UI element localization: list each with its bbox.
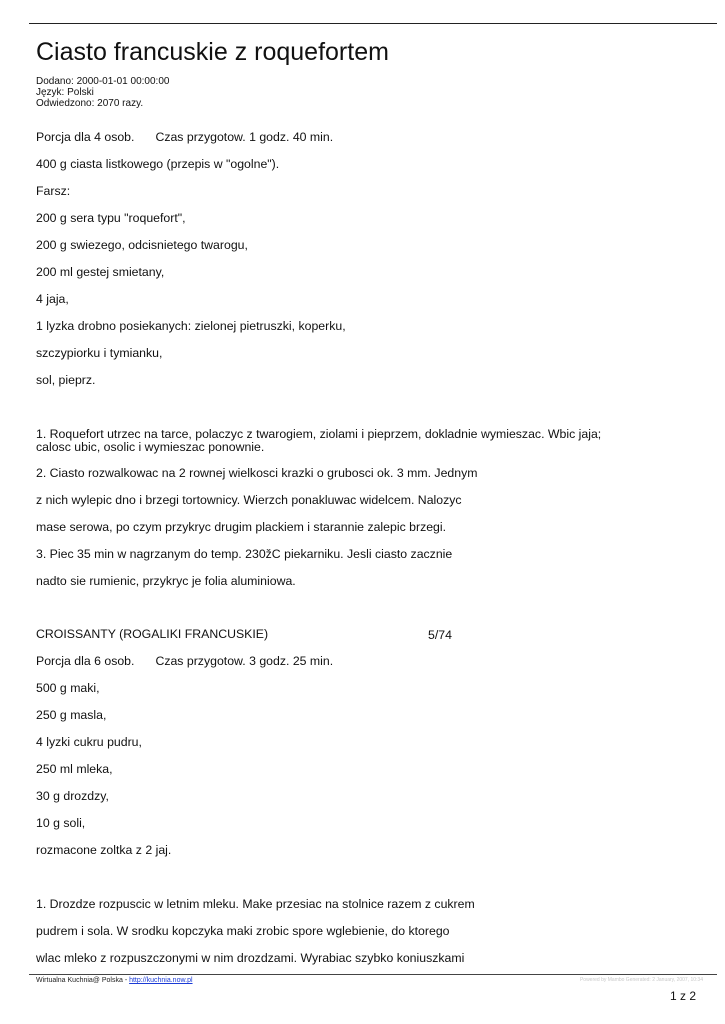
page-counter: 1 z 2 xyxy=(669,989,696,1003)
step-line: 2. Ciasto rozwalkowac na 2 rownej wielkosci krazki o grubosci ok. 3 mm. Jednym xyxy=(36,466,478,480)
step-line: 1. Roquefort utrzec na tarce, polaczyc z twarogiem, ziolami i pieprzem, dokladnie wymieszac. Wbic jaja; calosc ubic, osolic i wymieszac ponownie. xyxy=(36,427,602,454)
page-title: Ciasto francuskie z roquefortem xyxy=(36,38,389,66)
recipe1-portion-line xyxy=(36,131,333,144)
recipe2-number: 5/74 xyxy=(428,628,452,642)
article-meta xyxy=(36,76,169,109)
ingredient-line: 200 g swiezego, odcisnietego twarogu, xyxy=(36,238,248,252)
ingredient-line: szczypiorku i tymianku, xyxy=(36,346,163,360)
ingredient-line: 30 g drozdzy, xyxy=(36,789,109,803)
recipe2-heading: CROISSANTY (ROGALIKI FRANCUSKIE) xyxy=(36,627,269,641)
recipe1-time: Czas przygotow. 1 godz. 40 min. xyxy=(155,130,334,144)
visit-count: Odwiedzono: 2070 razy. xyxy=(36,98,144,109)
recipe1-filling-label: Farsz: xyxy=(36,184,71,198)
recipe2-time: Czas przygotow. 3 godz. 25 min. xyxy=(155,654,334,668)
recipe2-portion: Porcja dla 6 osob. xyxy=(36,654,135,668)
ingredient-line: 200 ml gestej smietany, xyxy=(36,265,165,279)
footer-site-link[interactable]: http://kuchnia.now.pl xyxy=(129,977,193,984)
footer-site-name: Wirtualna Kuchnia@ Polska - xyxy=(36,977,130,984)
ingredient-line: 1 lyzka drobno posiekanych: zielonej pietruszki, koperku, xyxy=(36,319,346,333)
ingredient-line: 10 g soli, xyxy=(36,816,86,830)
ingredient-line: rozmacone zoltka z 2 jaj. xyxy=(36,843,172,857)
language: Język: Polski xyxy=(36,87,94,98)
ingredient-line: 250 ml mleka, xyxy=(36,762,113,776)
ingredient-line: 250 g masla, xyxy=(36,708,107,722)
footer-generated-stamp: Powered by Mambo Generated: 2 January, 2007, 10:34 xyxy=(579,977,703,983)
ingredient-line: 200 g sera typu "roquefort", xyxy=(36,211,186,225)
step-line: 3. Piec 35 min w nagrzanym do temp. 230žC piekarniku. Jesli ciasto zacznie xyxy=(36,547,453,561)
footer-site xyxy=(36,977,193,984)
step-line: pudrem i sola. W srodku kopczyka maki zrobic spore wglebienie, do ktorego xyxy=(36,924,450,938)
ingredient-line: 4 jaja, xyxy=(36,292,69,306)
recipe1-dough: 400 g ciasta listkowego (przepis w "ogolne"). xyxy=(36,157,280,171)
step-line: z nich wylepic dno i brzegi tortownicy. Wierzch ponakluwac widelcem. Nalozyc xyxy=(36,493,462,507)
bottom-rule xyxy=(29,974,717,975)
ingredient-line: 500 g maki, xyxy=(36,681,100,695)
step-line: 1. Drozdze rozpuscic w letnim mleku. Make przesiac na stolnice razem z cukrem xyxy=(36,897,475,911)
added-date: Dodano: 2000-01-01 00:00:00 xyxy=(36,76,170,87)
step-line: wlac mleko z rozpuszczonymi w nim drozdzami. Wyrabiac szybko koniuszkami xyxy=(36,951,465,965)
step-line: mase serowa, po czym przykryc drugim plackiem i starannie zalepic brzegi. xyxy=(36,520,447,534)
top-rule xyxy=(29,23,717,24)
ingredient-line: 4 lyzki cukru pudru, xyxy=(36,735,142,749)
recipe2-portion-line xyxy=(36,655,333,668)
ingredient-line: sol, pieprz. xyxy=(36,373,96,387)
recipe1-portion: Porcja dla 4 osob. xyxy=(36,130,135,144)
step-line: nadto sie rumienic, przykryc je folia aluminiowa. xyxy=(36,574,296,588)
